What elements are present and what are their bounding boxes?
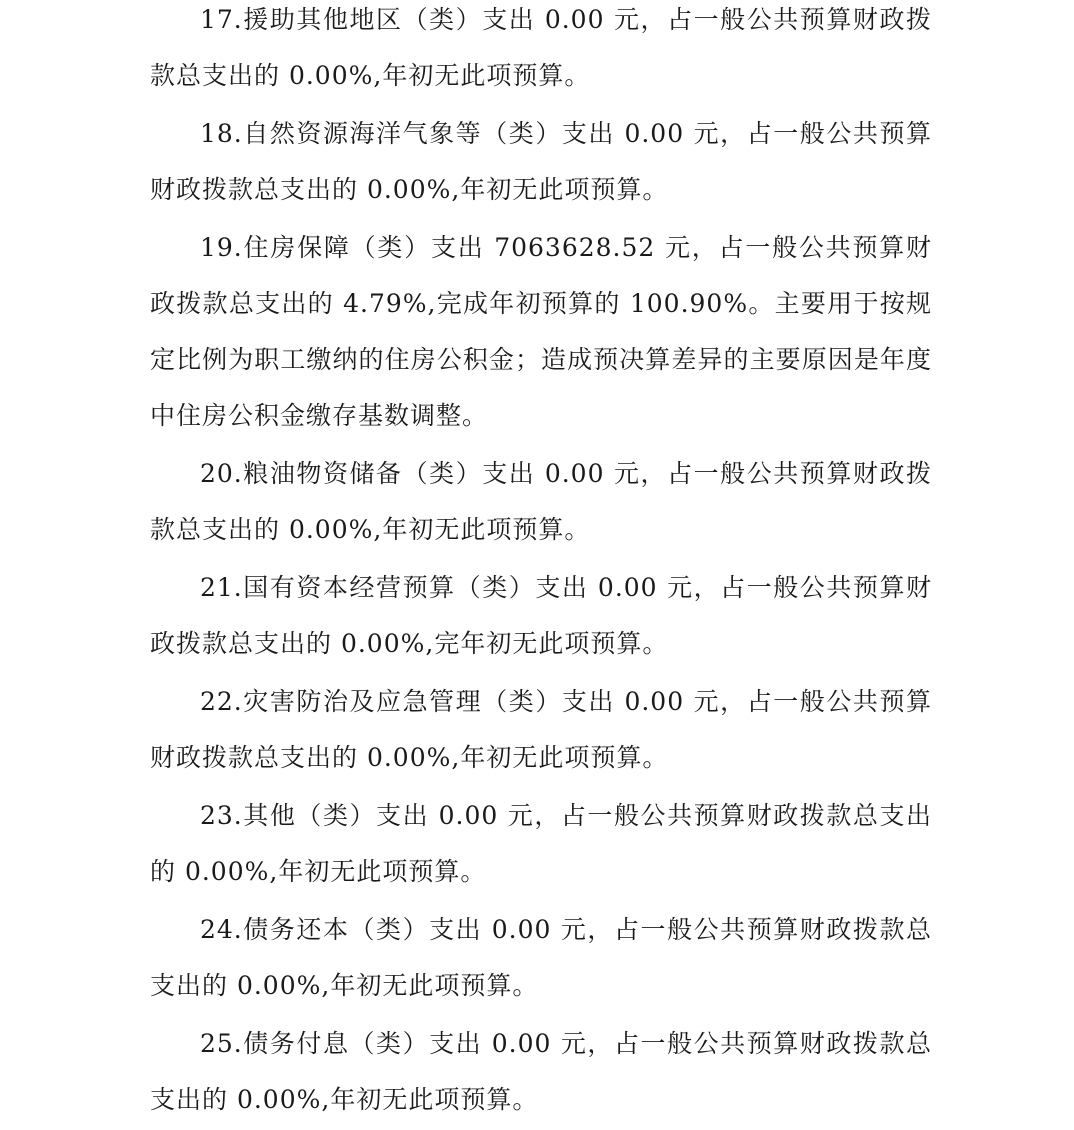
paragraph-item-21: 21.国有资本经营预算（类）支出 0.00 元，占一般公共预算财政拨款总支出的 0.00%,完年初无此项预算。	[150, 573, 932, 658]
paragraph-item-17: 17.援助其他地区（类）支出 0.00 元，占一般公共预算财政拨款总支出的 0.00%,年初无此项预算。	[150, 5, 932, 90]
paragraph-item-22: 22.灾害防治及应急管理（类）支出 0.00 元，占一般公共预算财政拨款总支出的 0.00%,年初无此项预算。	[150, 687, 932, 772]
paragraph-item-20: 20.粮油物资储备（类）支出 0.00 元，占一般公共预算财政拨款总支出的 0.00%,年初无此项预算。	[150, 459, 932, 544]
paragraph-item-18: 18.自然资源海洋气象等（类）支出 0.00 元，占一般公共预算财政拨款总支出的 0.00%,年初无此项预算。	[150, 119, 932, 204]
paragraph-item-25: 25.债务付息（类）支出 0.00 元，占一般公共预算财政拨款总支出的 0.00%,年初无此项预算。	[150, 1029, 932, 1114]
paragraph-item-23: 23.其他（类）支出 0.00 元，占一般公共预算财政拨款总支出的 0.00%,年初无此项预算。	[150, 801, 932, 886]
paragraph-item-24: 24.债务还本（类）支出 0.00 元，占一般公共预算财政拨款总支出的 0.00%,年初无此项预算。	[150, 915, 932, 1000]
paragraph-item-19: 19.住房保障（类）支出 7063628.52 元，占一般公共预算财政拨款总支出的 4.79%,完成年初预算的 100.90%。主要用于按规定比例为职工缴纳的住房公积金；造成预决算差异的主要原因是年度中住房公积金缴存基数调整。	[150, 233, 932, 430]
document-page	[150, 0, 932, 1130]
